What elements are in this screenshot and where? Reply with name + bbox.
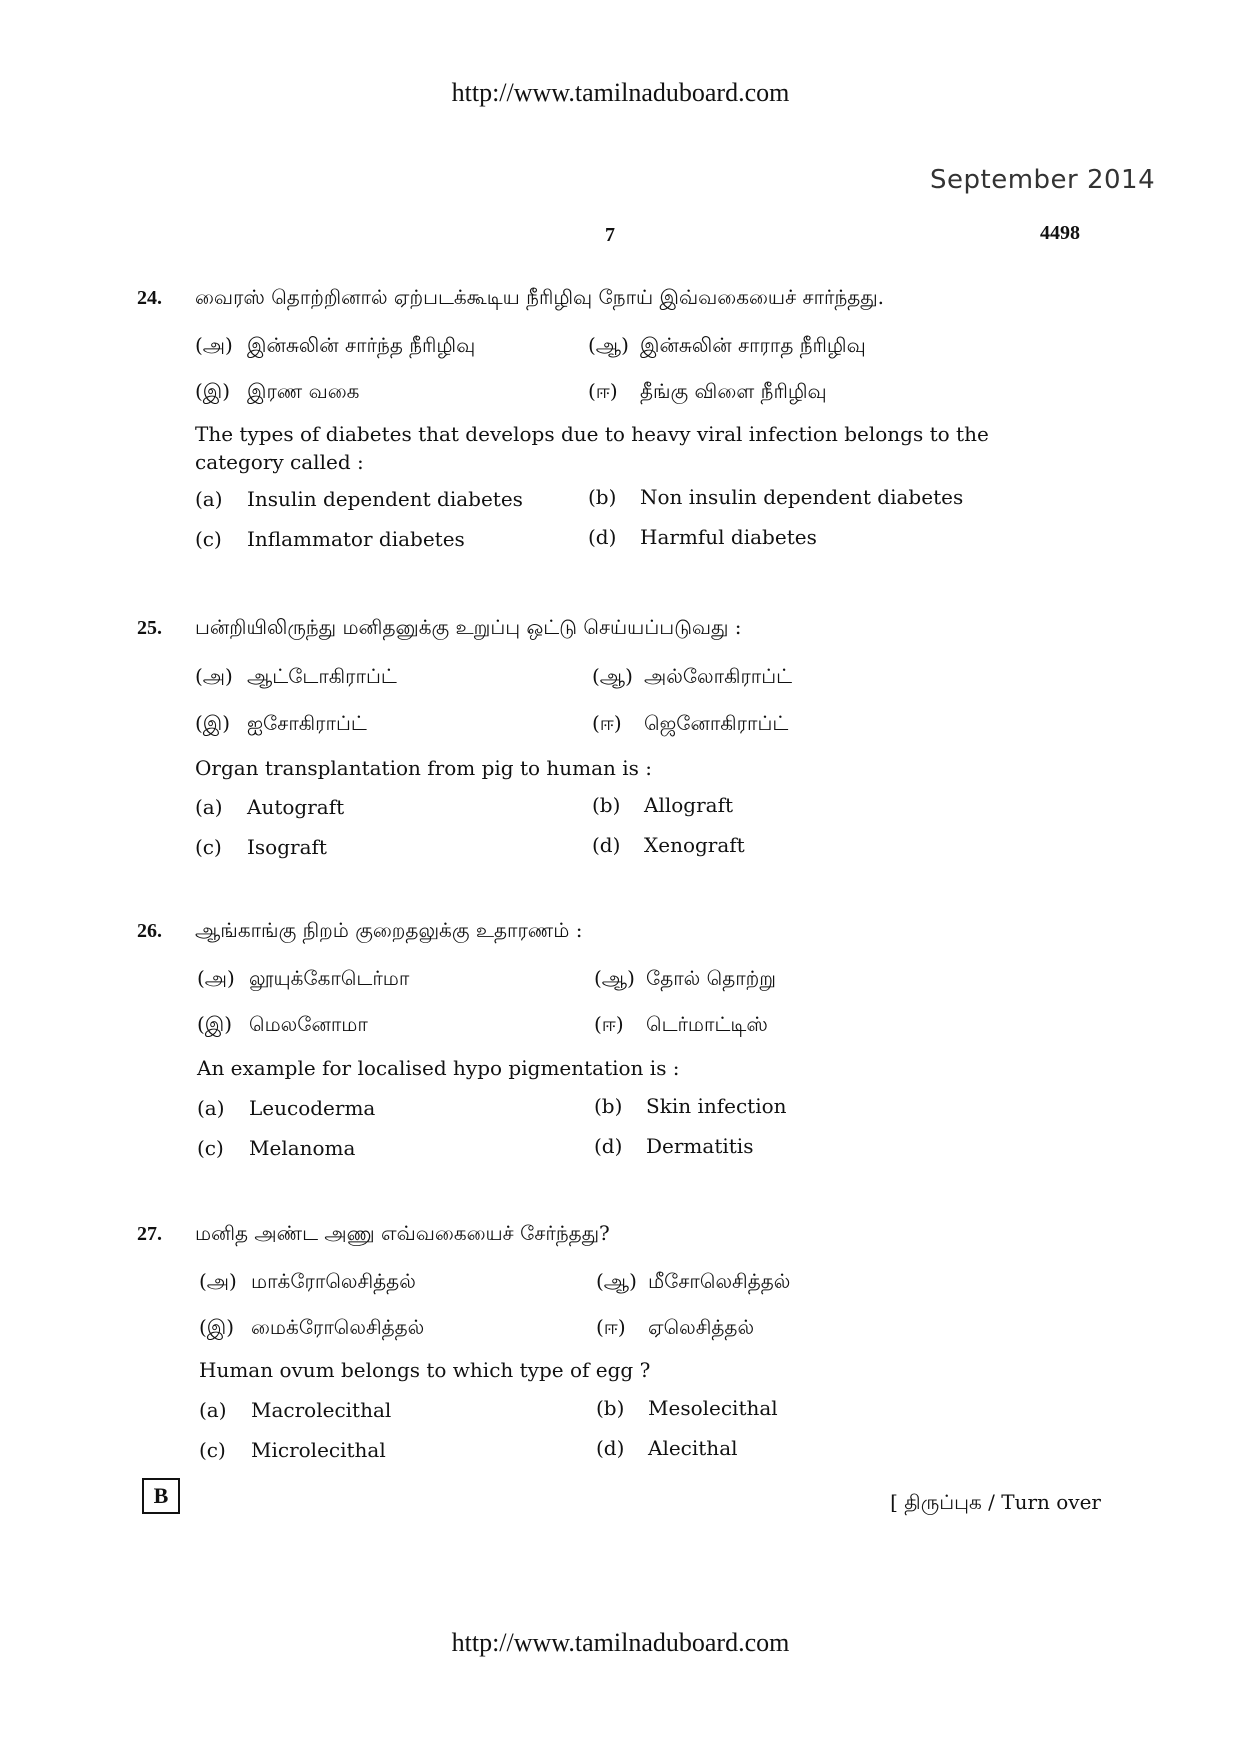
- tamil-option-c: (இ) ஐசோகிராப்ட்: [195, 711, 367, 735]
- tamil-option-b: (ஆ) தோல் தொற்று: [594, 966, 777, 990]
- tamil-option-d: (ஈ) ஜெனோகிராப்ட்: [592, 711, 789, 735]
- page-number: 7: [605, 224, 615, 246]
- question-27: [0, 1223, 1241, 1503]
- question-number: 27.: [137, 1223, 162, 1245]
- english-option-a: (a) Macrolecithal: [199, 1398, 392, 1422]
- english-option-c: (c) Isograft: [195, 835, 327, 859]
- tamil-option-a: (அ) மாக்ரோலெசித்தல்: [199, 1269, 416, 1293]
- question-number: 24.: [137, 287, 162, 309]
- series-code-box: B: [142, 1478, 180, 1514]
- tamil-option-c: (இ) இரண வகை: [195, 379, 360, 403]
- english-option-d: (d) Harmful diabetes: [588, 525, 817, 549]
- english-option-c: (c) Inflammator diabetes: [195, 527, 465, 551]
- question-25: [0, 617, 1241, 897]
- tamil-option-b: (ஆ) இன்சுலின் சாராத நீரிழிவு: [588, 333, 866, 357]
- tamil-option-a: (அ) லூயுக்கோடெர்மா: [197, 966, 410, 990]
- tamil-option-a: (அ) இன்சுலின் சார்ந்த நீரிழிவு: [195, 333, 476, 357]
- english-option-c: (c) Microlecithal: [199, 1438, 386, 1462]
- question-number: 25.: [137, 617, 162, 639]
- tamil-option-c: (இ) மெலனோமா: [197, 1012, 368, 1036]
- tamil-question: மனித அண்ட அணு எவ்வகையைச் சேர்ந்தது?: [195, 1221, 610, 1245]
- header-url: http://www.tamilnaduboard.com: [451, 78, 790, 107]
- tamil-option-d: (ஈ) டெர்மாட்டிஸ்: [594, 1012, 768, 1036]
- tamil-option-a: (அ) ஆட்டோகிராப்ட்: [195, 664, 397, 688]
- english-option-d: (d) Alecithal: [596, 1436, 738, 1460]
- english-question: An example for localised hypo pigmentation is :: [197, 1056, 680, 1080]
- english-question: Human ovum belongs to which type of egg ?: [199, 1358, 651, 1382]
- paper-code: 4498: [1040, 222, 1080, 244]
- english-option-c: (c) Melanoma: [197, 1136, 356, 1160]
- tamil-question: பன்றியிலிருந்து மனிதனுக்கு உறுப்பு ஒட்டு செய்யப்படுவது :: [195, 615, 742, 639]
- english-option-b: (b) Skin infection: [594, 1094, 787, 1118]
- english-option-a: (a) Autograft: [195, 795, 345, 819]
- english-question: Organ transplantation from pig to human is :: [195, 756, 653, 780]
- english-option-d: (d) Xenograft: [592, 833, 745, 857]
- footer-url: http://www.tamilnaduboard.com: [451, 1628, 790, 1657]
- english-option-d: (d) Dermatitis: [594, 1134, 754, 1158]
- question-24: [0, 287, 1241, 567]
- tamil-question: வைரஸ் தொற்றினால் ஏற்படக்கூடிய நீரிழிவு நோய் இவ்வகையைச் சார்ந்தது.: [195, 285, 885, 309]
- english-question: The types of diabetes that develops due to heavy viral infection belongs to the category called :: [195, 422, 989, 474]
- tamil-option-d: (ஈ) தீங்கு விளை நீரிழிவு: [588, 379, 827, 403]
- english-option-b: (b) Allograft: [592, 793, 734, 817]
- tamil-option-b: (ஆ) அல்லோகிராப்ட்: [592, 664, 793, 688]
- english-option-a: (a) Insulin dependent diabetes: [195, 487, 523, 511]
- tamil-option-d: (ஈ) ஏலெசித்தல்: [596, 1315, 755, 1339]
- english-option-b: (b) Non insulin dependent diabetes: [588, 485, 964, 509]
- tamil-question: ஆங்காங்கு நிறம் குறைதலுக்கு உதாரணம் :: [195, 918, 583, 942]
- tamil-option-b: (ஆ) மீசோலெசித்தல்: [596, 1269, 791, 1293]
- turn-over-note: [ திருப்புக / Turn over: [890, 1490, 1101, 1514]
- english-option-a: (a) Leucoderma: [197, 1096, 376, 1120]
- exam-session: September 2014: [930, 165, 1156, 195]
- english-option-b: (b) Mesolecithal: [596, 1396, 778, 1420]
- question-26: [0, 920, 1241, 1200]
- tamil-option-c: (இ) மைக்ரோலெசித்தல்: [199, 1315, 425, 1339]
- question-number: 26.: [137, 920, 162, 942]
